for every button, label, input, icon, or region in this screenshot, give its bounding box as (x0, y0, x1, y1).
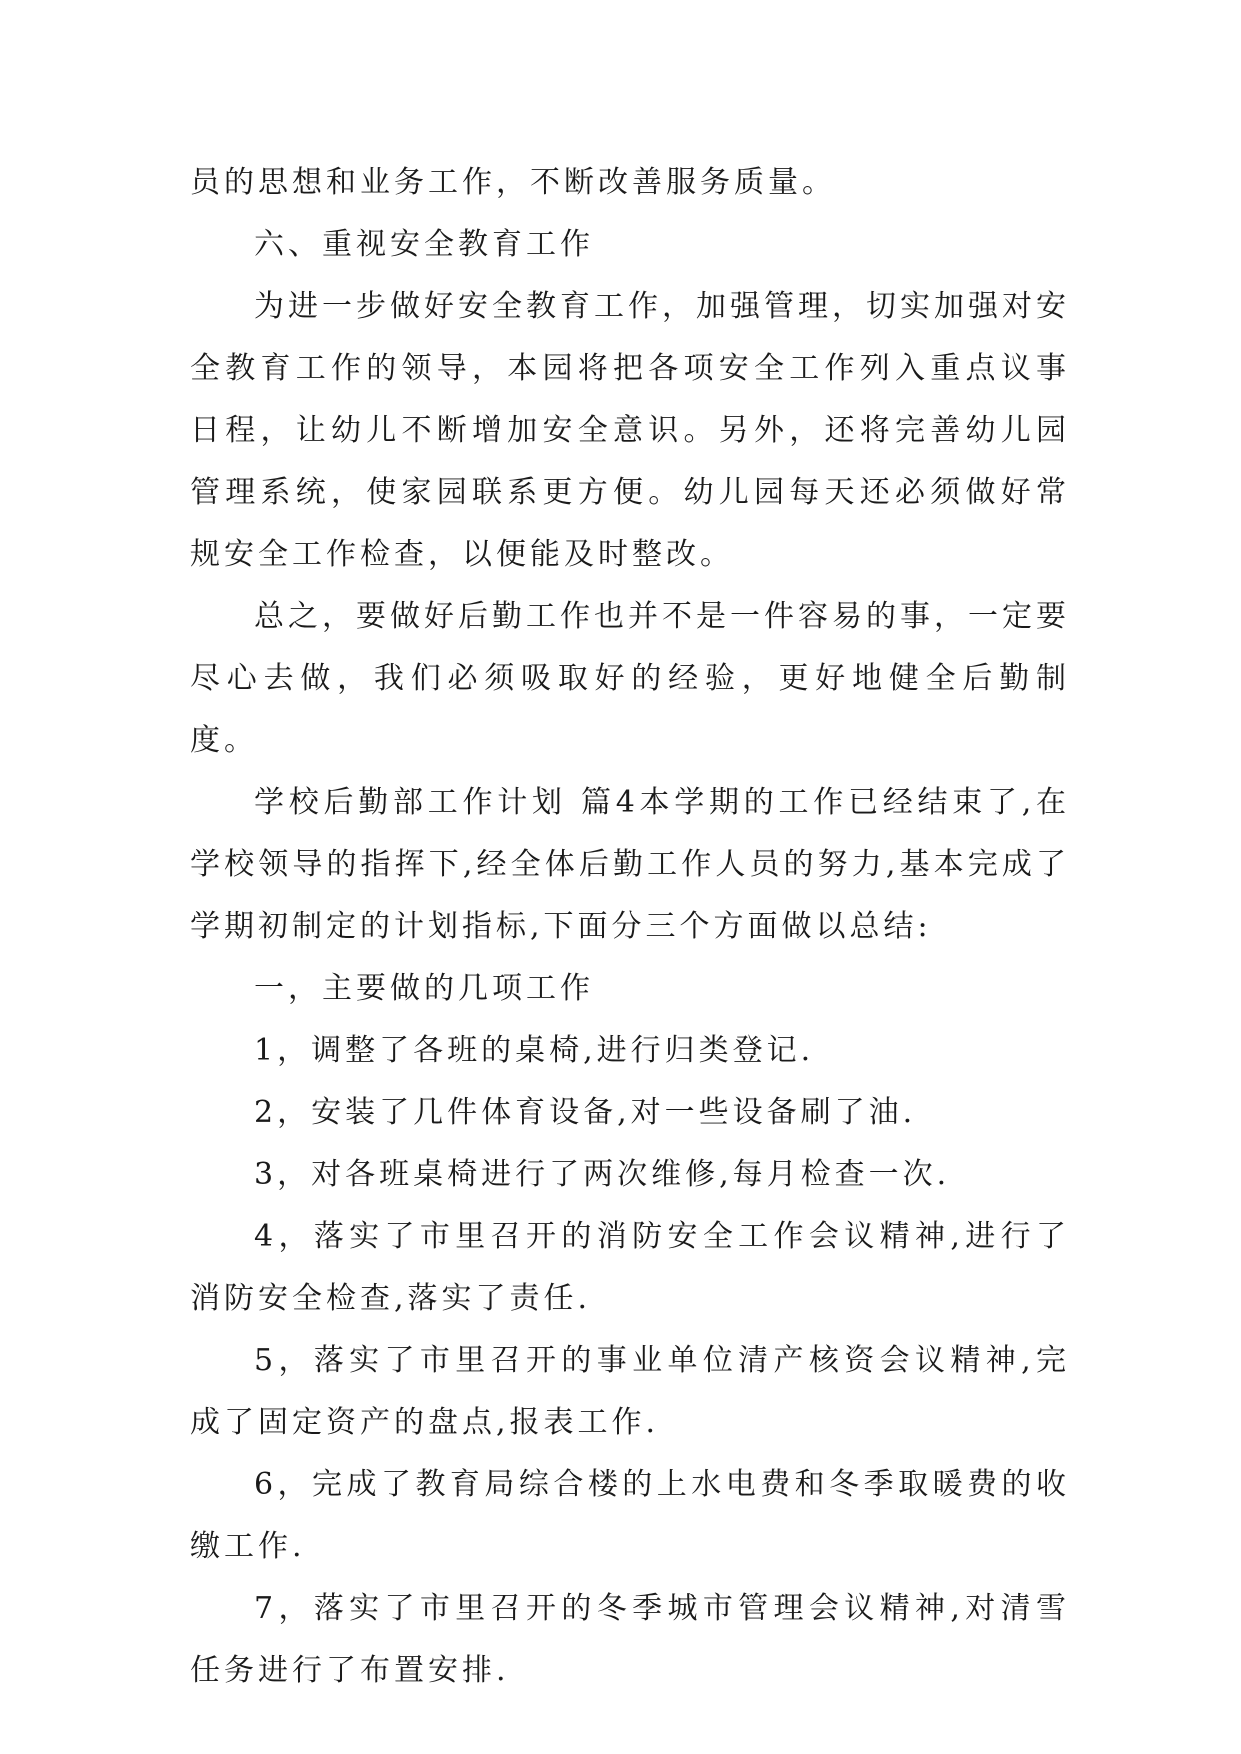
paragraph: 员的思想和业务工作，不断改善服务质量。 (190, 165, 836, 200)
paragraph: 学校后勤部工作计划 篇4本学期的工作已经结束了,在学校领导的指挥下,经全体后勤工作人员的努力,基本完成了学期初制定的计划指标,下面分三个方面做以总结: (190, 785, 1070, 944)
document-body (190, 152, 1070, 1702)
section-heading: 一，主要做的几项工作 (254, 971, 594, 1006)
paragraph: 总之，要做好后勤工作也并不是一件容易的事，一定要尽心去做，我们必须吸取好的经验，更好地健全后勤制度。 (190, 599, 1070, 758)
list-item: 3，对各班桌椅进行了两次维修,每月检查一次. (254, 1157, 951, 1192)
section-heading: 六、重视安全教育工作 (254, 227, 594, 262)
list-item: 2，安装了几件体育设备,对一些设备刷了油. (254, 1095, 917, 1130)
list-item: 4，落实了市里召开的消防安全工作会议精神,进行了消防安全检查,落实了责任. (190, 1219, 1070, 1316)
list-item: 7，落实了市里召开的冬季城市管理会议精神,对清雪任务进行了布置安排. (190, 1591, 1070, 1688)
list-item: 1，调整了各班的桌椅,进行归类登记. (254, 1033, 815, 1068)
paragraph: 为进一步做好安全教育工作，加强管理，切实加强对安全教育工作的领导，本园将把各项安全工作列入重点议事日程，让幼儿不断增加安全意识。另外，还将完善幼儿园管理系统，使家园联系更方便。幼儿园每天还必须做好常规安全工作检查，以便能及时整改。 (190, 289, 1070, 572)
list-item: 5，落实了市里召开的事业单位清产核资会议精神,完成了固定资产的盘点,报表工作. (190, 1343, 1070, 1440)
list-item: 6，完成了教育局综合楼的上水电费和冬季取暖费的收缴工作. (190, 1467, 1070, 1564)
